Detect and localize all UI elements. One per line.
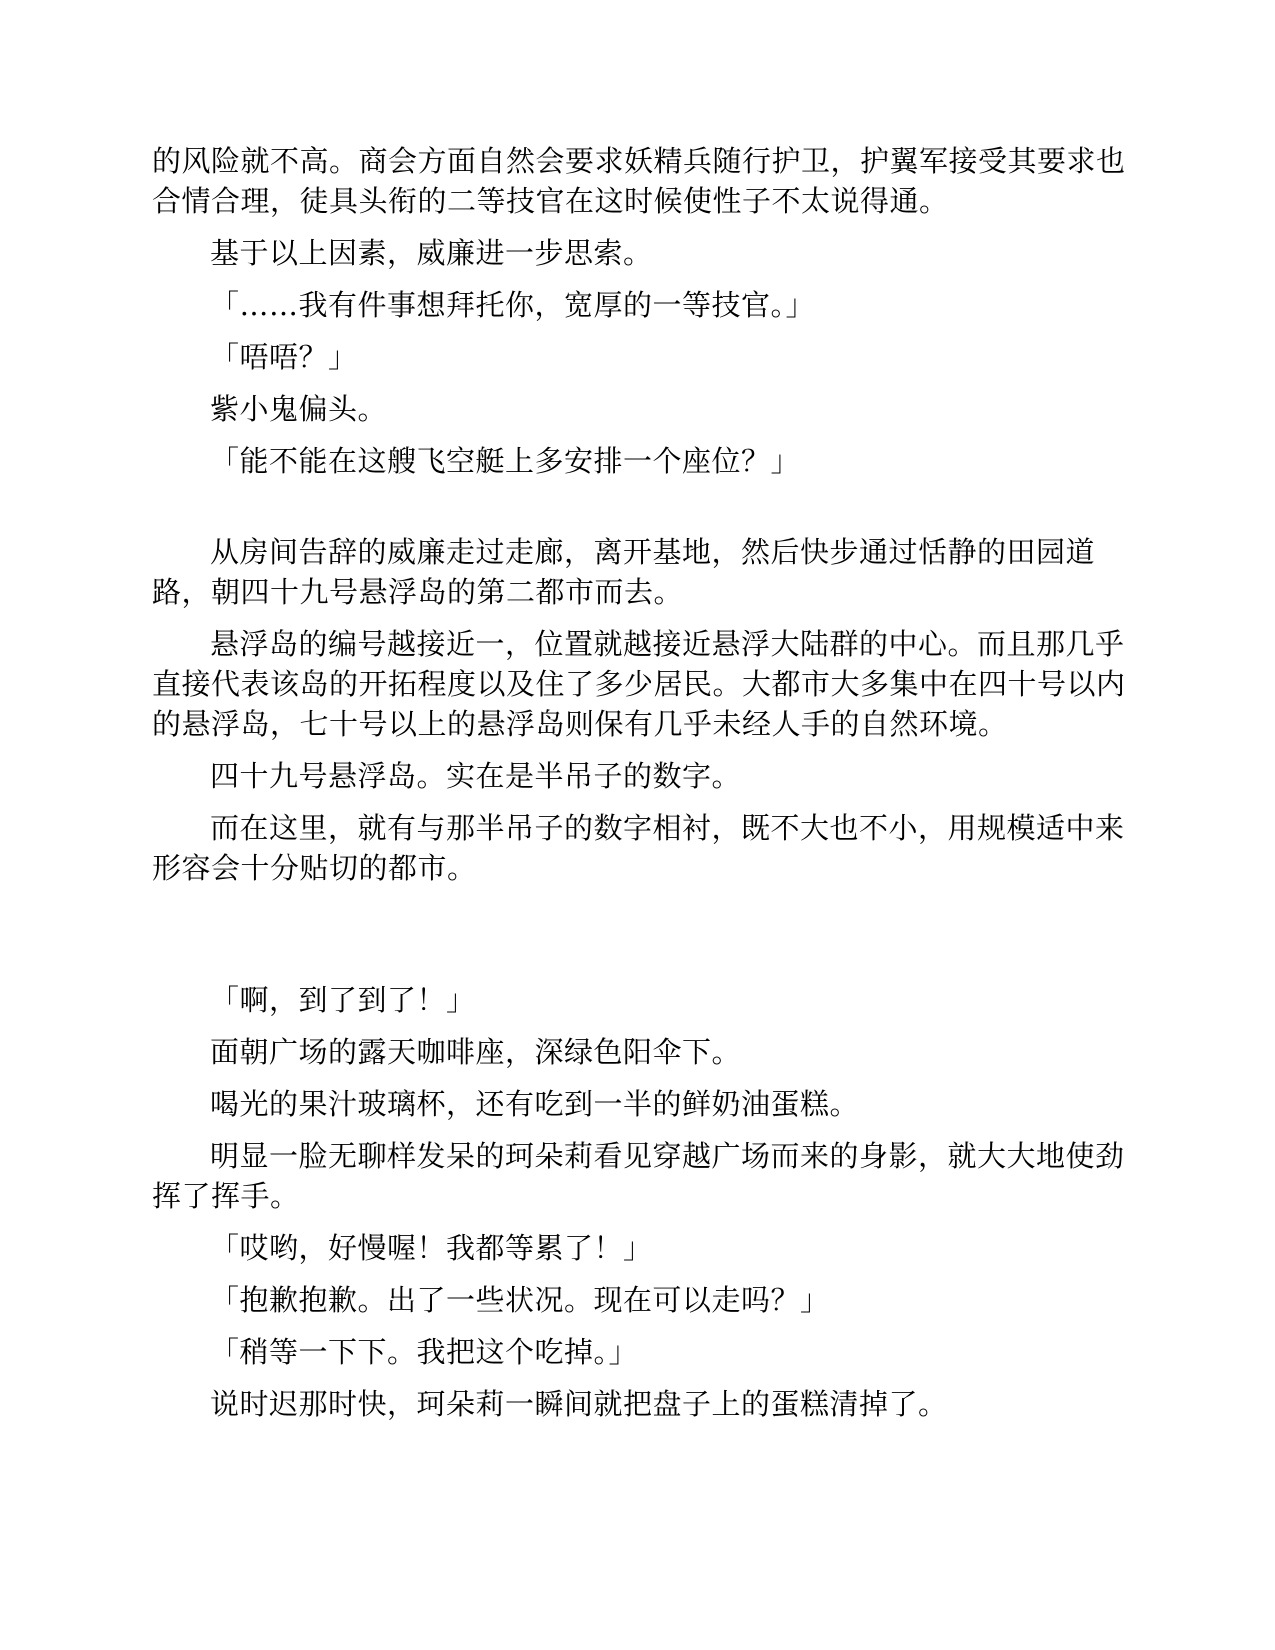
paragraph: 说时迟那时快，珂朵莉一瞬间就把盘子上的蛋糕清掉了。	[210, 1387, 948, 1421]
section-two	[152, 532, 1127, 888]
paragraph: 面朝广场的露天咖啡座，深绿色阳伞下。	[210, 1035, 742, 1069]
dialogue-line: 「哎哟，好慢喔！我都等累了！」	[210, 1231, 653, 1265]
dialogue-line: 「抱歉抱歉。出了一些状况。现在可以走吗？」	[210, 1283, 830, 1317]
paragraph: 悬浮岛的编号越接近一，位置就越接近悬浮大陆群的中心。而且那几乎直接代表该岛的开拓程度以及住了多少居民。大都市大多集中在四十号以内的悬浮岛，七十号以上的悬浮岛则保有几乎未经人手的自然环境。	[152, 627, 1126, 741]
paragraph: 基于以上因素，威廉进一步思索。	[210, 236, 653, 270]
dialogue-line: 「能不能在这艘飞空艇上多安排一个座位？」	[210, 444, 801, 478]
paragraph: 从房间告辞的威廉走过走廊，离开基地，然后快步通过恬静的田园道路，朝四十九号悬浮岛的第二都市而去。	[152, 535, 1096, 609]
section-three	[152, 980, 1127, 1424]
paragraph: 而在这里，就有与那半吊子的数字相衬，既不大也不小，用规模适中来形容会十分贴切的都市。	[152, 811, 1125, 885]
paragraph: 的风险就不高。商会方面自然会要求妖精兵随行护卫，护翼军接受其要求也合情合理，徒具头衔的二等技官在这时候使性子不太说得通。	[152, 144, 1126, 218]
paragraph: 四十九号悬浮岛。实在是半吊子的数字。	[210, 759, 742, 793]
paragraph: 紫小鬼偏头。	[210, 392, 388, 426]
dialogue-line: 「……我有件事想拜托你，宽厚的一等技官。」	[210, 288, 816, 322]
dialogue-line: 「稍等一下下。我把这个吃掉。」	[210, 1335, 639, 1369]
section-one	[152, 141, 1127, 481]
paragraph: 喝光的果汁玻璃杯，还有吃到一半的鲜奶油蛋糕。	[210, 1087, 860, 1121]
paragraph: 明显一脸无聊样发呆的珂朵莉看见穿越广场而来的身影，就大大地使劲挥了挥手。	[152, 1139, 1125, 1213]
dialogue-line: 「唔唔？」	[210, 340, 358, 374]
dialogue-line: 「啊，到了到了！」	[210, 983, 476, 1017]
